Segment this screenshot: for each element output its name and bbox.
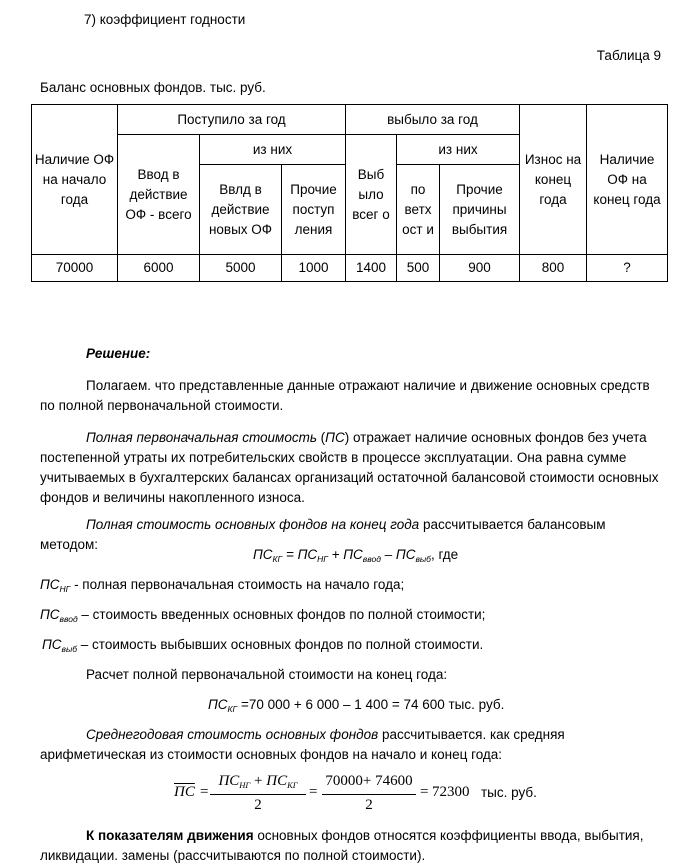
definition-subscript: выб [61,644,78,654]
formula-denominator-1: 2 [254,797,262,813]
paragraph-4: Расчет полной первоначальной стоимости на конец года: [86,667,448,682]
header-start-of-year: Наличие ОФ на начало года [32,105,118,255]
definition-symbol: ПС [40,577,60,592]
definition-ps-vyb [42,637,483,652]
paragraph-6 [40,826,662,866]
paragraph-text: Полагаем. что представленные данные отражают наличие и движение основных средств по полной первоначальной стоимости. [40,378,650,413]
paragraph-2 [40,428,662,508]
definition-text: - полная первоначальная стоимость на начало года; [70,577,405,592]
header-retired-total: Выб ыло всег о [346,135,397,255]
fraction-line [210,794,306,795]
header-of-them-retired: из них [397,135,520,165]
table-cell: 1000 [282,255,346,282]
header-new-funds: Ввлд в действие новых ОФ [200,165,282,255]
paragraph-text: рассчитывается балансовым методом: [40,517,606,552]
header-of-them-received: из них [200,135,346,165]
table-cell: 900 [440,255,520,282]
table-cell: 5000 [200,255,282,282]
formula-symbol: ПС [208,697,228,712]
formula-unit: тыс. руб. [481,785,537,800]
term-average-annual-cost: Среднегодовая стоимость основных фондов [86,727,379,742]
paragraph-1 [40,376,662,416]
header-input-total: Ввод в действие ОФ - всего [118,135,200,255]
header-retired: выбыло за год [346,105,520,135]
formula-symbol: ПС [266,773,288,789]
definition-symbol: ПС [42,637,62,652]
formula-symbol: – ПС [380,547,416,562]
definition-ps-vvod [40,607,485,622]
formula-subscript: КГ [287,780,298,790]
balance-table [31,104,668,282]
definition-subscript: ввод [59,614,78,624]
formula-subscript: ввод [362,554,381,564]
table-cell: 800 [520,255,587,282]
table-cell: 1400 [346,255,397,282]
term-full-cost-end-year: Полная стоимость основных фондов на конец года [86,517,420,532]
formula-equals: = [420,784,429,800]
formula-subscript: КГ [272,554,283,564]
formula-symbol: + ПС [327,547,363,562]
header-other-received: Прочие поступ ления [282,165,346,255]
formula-equals: = [200,784,209,800]
definition-ps-ng [40,577,404,592]
formula-text: =70 000 + 6 000 – 1 400 = 74 600 тыс. руб. [237,697,505,712]
formula-denominator-2: 2 [365,797,373,813]
definition-text: – стоимость введенных основных фондов по полной стоимости; [77,607,486,622]
definition-text: – стоимость выбывших основных фондов по полной стоимости. [77,637,484,652]
header-wear: Износ на конец года [520,105,587,255]
formula-operator: + [250,773,267,789]
table-title: Баланс основных фондов. тыс. руб. [40,80,266,95]
definition-subscript: НГ [59,584,71,594]
formula-subscript: КГ [227,704,238,714]
paragraph-text: ( [316,430,326,445]
header-received: Поступило за год [118,105,346,135]
formula-numerator-1 [209,773,307,790]
solution-label: Решение: [86,346,151,361]
term-movement-indicators: К показателям движения [86,828,254,843]
paragraph-text: рассчитывается. как средняя арифметическая из стоимости основных фондов на начало и конец года: [40,727,565,762]
table-cell: 500 [397,255,440,282]
list-item-7: 7) коэффициент годности [84,12,246,27]
paragraph-5 [40,725,662,765]
table-cell: 70000 [32,255,118,282]
formula-where: , где [430,547,459,562]
table-cell: 6000 [118,255,200,282]
formula-subscript: НГ [317,554,328,564]
formula-symbol: ПС [253,547,273,562]
paragraph-text: ) отражает наличие основных фондов без учета постепенной утраты их потребительских свойств в процессе эксплуатации. Она равна сумме учитываемых в бухгалтерских балансах организаций остаточной балансовой стоимости основных фондов и величины накопленного износа. [40,430,659,505]
formula-result: 72300 [432,784,470,800]
fraction-line [322,794,416,795]
table-row [32,255,668,282]
formula-symbol: = ПС [282,547,318,562]
formula-subscript: НГ [239,780,251,790]
abbr-ps: ПС [325,430,345,445]
table-cell: ? [587,255,668,282]
formula-lhs: ПС [174,784,195,800]
formula-subscript: выб [415,554,431,564]
paragraph-text: основных фондов относятся коэффициенты ввода, выбытия, ликвидации. замены (рассчитываются по полной стоимости). [40,828,644,863]
formula-calculation [208,697,504,712]
formula-numerator-2: 70000+ 74600 [325,773,413,789]
formula-balance [253,547,458,562]
header-other-retired: Прочие причины выбытия [440,165,520,255]
term-full-initial-cost: Полная первоначальная стоимость [86,430,317,445]
table-caption: Таблица 9 [596,48,661,63]
header-end-of-year: Наличие ОФ на конец года [587,105,668,255]
header-decay: по ветх ост и [397,165,440,255]
formula-symbol: ПС [218,773,240,789]
formula-equals: = [309,784,318,800]
definition-symbol: ПС [40,607,60,622]
